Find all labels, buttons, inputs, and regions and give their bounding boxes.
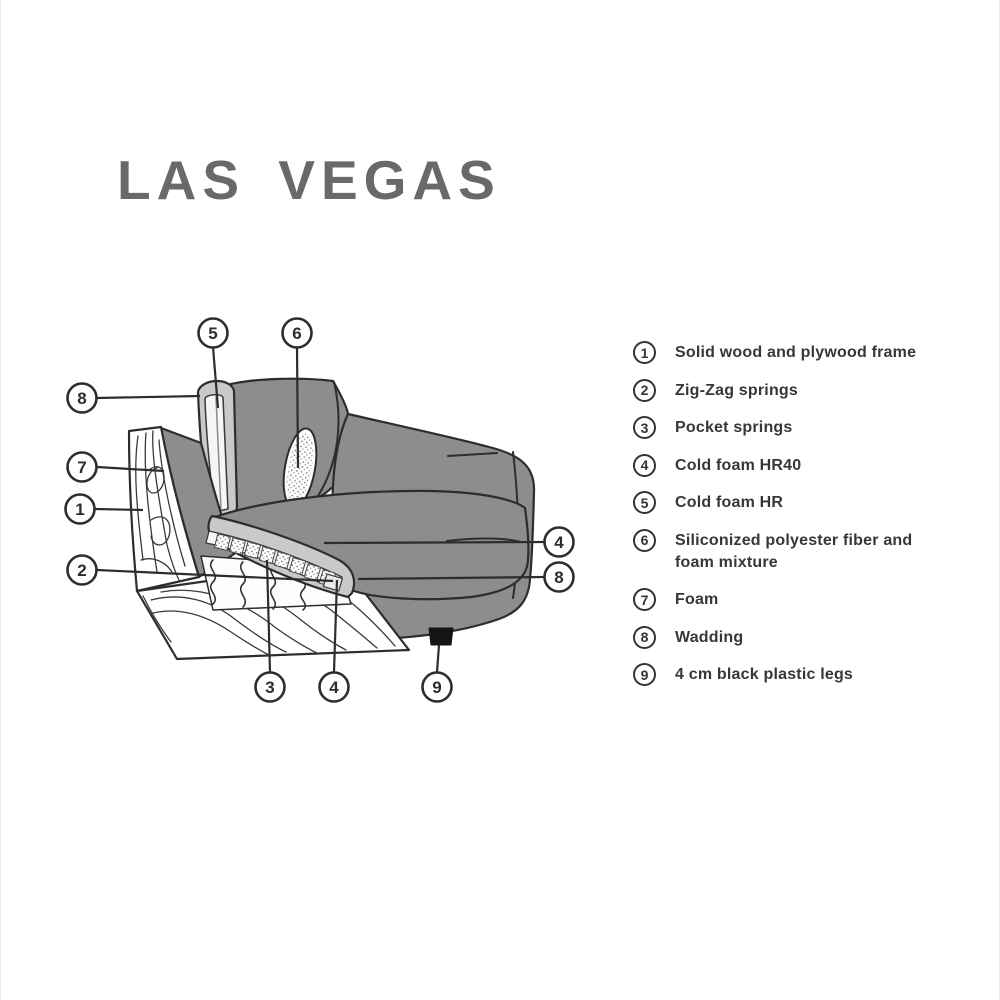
legend-item-foam: [633, 588, 963, 611]
legend-label-8: Wadding: [675, 628, 744, 646]
legend-number-4: 4: [633, 454, 656, 477]
callout-3-number: 3: [265, 678, 275, 697]
legend-number-1: 1: [633, 341, 656, 364]
legend-number-9: 9: [633, 663, 656, 686]
legend-item-pocket-springs: [633, 416, 963, 439]
legend-label-6: Siliconized polyester fiber and foam mixture: [675, 531, 913, 571]
legend-item-siliconized-fiber: [633, 529, 963, 574]
legend-label-9: 4 cm black plastic legs: [675, 666, 854, 683]
legend-item-wadding: [633, 626, 963, 649]
legend-label-7: Foam: [675, 591, 719, 608]
legend-item-cold-foam-hr: [633, 491, 963, 514]
legend-label-3: Pocket springs: [675, 419, 793, 436]
legend-label-1: Solid wood and plywood frame: [675, 344, 917, 361]
legend-item-plastic-legs: [633, 663, 963, 686]
callout-9: [423, 645, 452, 702]
parts-legend: [633, 341, 963, 686]
legend-number-5: 5: [633, 491, 656, 514]
plastic-leg: [429, 628, 453, 645]
legend-number-6: 6: [633, 529, 656, 552]
legend-label-2: Zig-Zag springs: [675, 381, 798, 399]
sofa-drawing: [129, 379, 534, 659]
callout-5-number: 5: [208, 324, 218, 343]
legend-number-3: 3: [633, 416, 656, 439]
legend-item-cold-foam-hr40: [633, 454, 963, 477]
callout-1-number: 1: [75, 500, 85, 519]
legend-item-zigzag-springs: [633, 379, 963, 402]
legend-label-4: Cold foam HR40: [675, 456, 802, 474]
callout-8-right-number: 8: [554, 568, 564, 587]
callout-8-left: [68, 384, 201, 413]
legend-number-7: 7: [633, 588, 656, 611]
callout-8-left-number: 8: [77, 389, 87, 408]
callout-7-number: 7: [77, 458, 87, 477]
legend-number-8: 8: [633, 626, 656, 649]
callout-6-number: 6: [292, 324, 302, 343]
callout-4-right-number: 4: [554, 533, 564, 552]
legend-number-2: 2: [633, 379, 656, 402]
callout-2-number: 2: [77, 561, 87, 580]
page-title: LAS VEGAS: [117, 149, 501, 211]
legend-label-5: Cold foam HR: [675, 494, 784, 511]
callout-4-bottom-number: 4: [329, 678, 339, 697]
legend-item-frame: [633, 341, 963, 364]
callout-9-number: 9: [432, 678, 442, 697]
